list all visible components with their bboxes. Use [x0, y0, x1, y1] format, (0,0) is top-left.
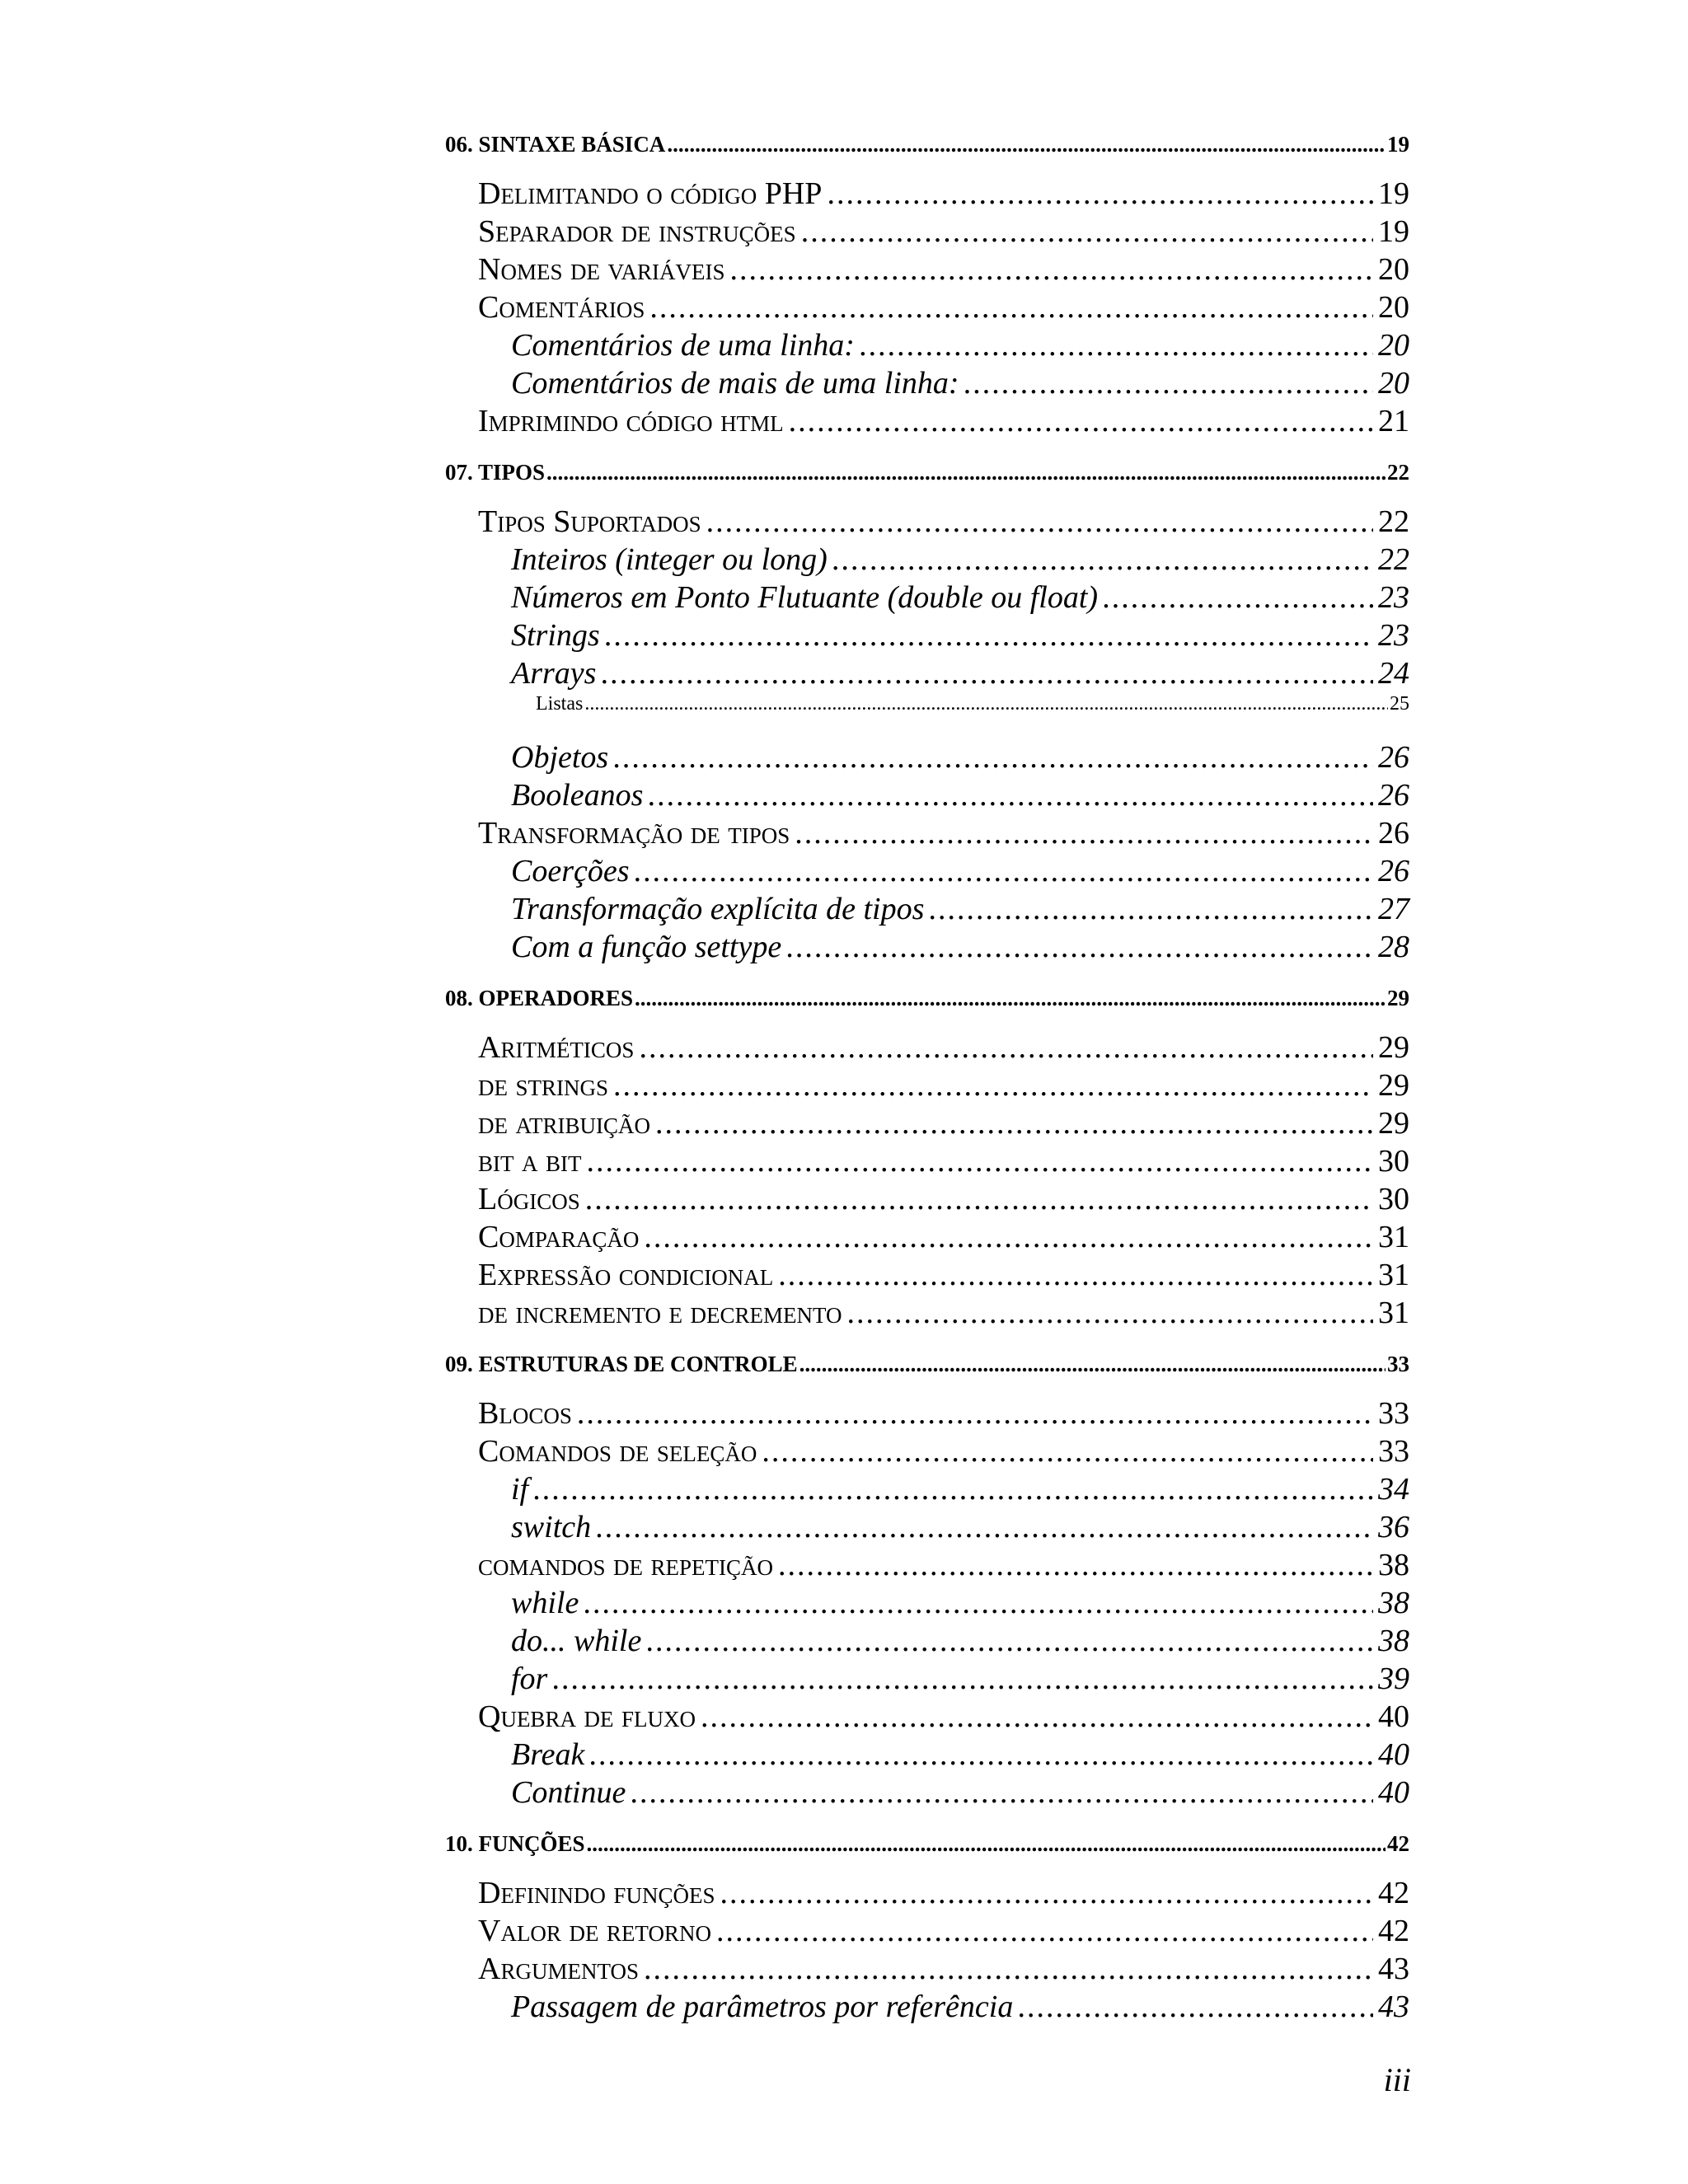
toc-entry-page: 25 — [1390, 693, 1409, 715]
toc-entry-title: 08. OPERADORES — [445, 986, 634, 1010]
toc-entry[interactable] — [445, 616, 1409, 654]
toc-entry-title: 09. ESTRUTURAS DE CONTROLE — [445, 1352, 798, 1376]
toc-entry-title: while — [511, 1586, 579, 1620]
toc-entry-page: 30 — [1378, 1182, 1409, 1216]
toc-entry-page: 29 — [1378, 1030, 1409, 1065]
dot-leader — [706, 503, 1373, 541]
dot-leader — [635, 852, 1373, 890]
toc-entry-title: Coerções — [511, 854, 630, 888]
toc-entry-page: 40 — [1378, 1775, 1409, 1810]
toc-entry[interactable] — [445, 1294, 1409, 1332]
toc-entry-page: 40 — [1378, 1699, 1409, 1734]
toc-entry-title: Inteiros (integer ou long) — [511, 542, 828, 577]
toc-entry[interactable] — [445, 402, 1409, 440]
toc-entry[interactable] — [445, 1622, 1409, 1660]
toc-entry-title: Tipos Suportados — [478, 504, 701, 539]
dot-leader — [635, 979, 1386, 1017]
toc-entry-page: 29 — [1387, 986, 1409, 1010]
dot-leader — [701, 1698, 1373, 1736]
toc-entry-page: 30 — [1378, 1144, 1409, 1179]
toc-entry-page: 33 — [1378, 1396, 1409, 1431]
dot-leader — [827, 175, 1373, 213]
toc-entry-page: 33 — [1387, 1352, 1409, 1376]
dot-leader — [1018, 1988, 1373, 2026]
dot-leader — [799, 1345, 1386, 1383]
dot-leader — [720, 1874, 1373, 1912]
toc-entry-title: Números em Ponto Flutuante (double ou float) — [511, 580, 1099, 615]
toc-entry-page: 20 — [1378, 252, 1409, 287]
toc-entry[interactable] — [445, 1029, 1409, 1066]
toc-entry-title: Booleanos — [511, 778, 644, 813]
toc-entry[interactable] — [445, 1874, 1409, 1912]
dot-leader — [716, 1912, 1373, 1950]
toc-entry[interactable] — [445, 738, 1409, 776]
dot-leader — [762, 1432, 1373, 1470]
toc-entry[interactable] — [445, 364, 1409, 402]
toc-entry-page: 43 — [1378, 1952, 1409, 1986]
toc-entry-page: 28 — [1378, 930, 1409, 964]
toc-entry[interactable] — [445, 1950, 1409, 1988]
toc-entry-page: 29 — [1378, 1068, 1409, 1103]
toc-entry-title: Imprimindo código html — [478, 404, 784, 438]
toc-entry-title: Transformação de tipos — [478, 816, 790, 851]
toc-entry[interactable] — [445, 541, 1409, 579]
dot-leader — [552, 1660, 1373, 1698]
toc-entry[interactable] — [445, 1698, 1409, 1736]
dot-leader — [649, 288, 1373, 326]
toc-entry-title: Objetos — [511, 740, 609, 775]
toc-entry-title: Nomes de variáveis — [478, 252, 725, 287]
toc-entry-title: comandos de repetição — [478, 1548, 774, 1582]
toc-entry-title: 10. FUNÇÕES — [445, 1831, 585, 1856]
toc-entry[interactable] — [445, 1546, 1409, 1584]
toc-entry[interactable] — [445, 776, 1409, 814]
toc-entry-title: Passagem de parâmetros por referência — [511, 1990, 1014, 2024]
toc-entry-page: 26 — [1378, 740, 1409, 775]
toc-entry-page: 42 — [1378, 1876, 1409, 1910]
dot-leader — [667, 125, 1386, 163]
dot-leader — [639, 1029, 1373, 1066]
toc-entry[interactable] — [445, 1470, 1409, 1508]
dot-leader — [646, 1622, 1373, 1660]
toc-entry[interactable] — [445, 1736, 1409, 1774]
dot-leader — [729, 251, 1373, 288]
toc-entry-title: do... while — [511, 1624, 642, 1658]
toc-entry-title: Arrays — [511, 656, 597, 691]
toc-entry-page: 42 — [1387, 1831, 1409, 1856]
toc-entry-title: Continue — [511, 1775, 626, 1810]
toc-entry-page: 23 — [1378, 580, 1409, 615]
toc-entry-title: Comandos de seleção — [478, 1434, 757, 1469]
toc-chapter-entry[interactable] — [445, 125, 1409, 163]
toc-entry[interactable] — [445, 692, 1409, 715]
toc-entry[interactable] — [445, 288, 1409, 326]
toc-entry-title: Break — [511, 1737, 585, 1772]
dot-leader — [586, 1142, 1373, 1180]
toc-entry-page: 19 — [1387, 132, 1409, 157]
toc-entry-page: 33 — [1378, 1434, 1409, 1469]
toc-entry-page: 38 — [1378, 1624, 1409, 1658]
table-of-contents — [445, 125, 1409, 2026]
toc-entry-title: Lógicos — [478, 1182, 580, 1216]
toc-entry-page: 20 — [1378, 366, 1409, 401]
toc-entry-title: 06. SINTAXE BÁSICA — [445, 132, 666, 157]
toc-chapter-entry[interactable] — [445, 979, 1409, 1017]
toc-entry-title: Comparação — [478, 1220, 640, 1254]
dot-leader — [847, 1294, 1374, 1332]
toc-entry[interactable] — [445, 654, 1409, 692]
toc-entry[interactable] — [445, 579, 1409, 616]
toc-entry[interactable] — [445, 1180, 1409, 1218]
toc-entry[interactable] — [445, 1660, 1409, 1698]
dot-leader — [964, 364, 1373, 402]
dot-leader — [631, 1774, 1373, 1811]
toc-entry-title: 07. TIPOS — [445, 460, 546, 485]
toc-entry[interactable] — [445, 326, 1409, 364]
toc-entry[interactable] — [445, 890, 1409, 928]
toc-entry-page: 38 — [1378, 1548, 1409, 1582]
toc-entry-page: 19 — [1378, 176, 1409, 211]
toc-entry[interactable] — [445, 213, 1409, 251]
toc-entry-title: Separador de instruções — [478, 214, 796, 249]
toc-entry-page: 38 — [1378, 1586, 1409, 1620]
toc-entry-page: 26 — [1378, 778, 1409, 813]
toc-entry-title: Definindo funções — [478, 1876, 715, 1910]
toc-entry-title: Comentários de mais de uma linha: — [511, 366, 959, 401]
dot-leader — [546, 453, 1386, 491]
toc-entry[interactable] — [445, 1218, 1409, 1256]
toc-chapter-entry[interactable] — [445, 1825, 1409, 1863]
dot-leader — [795, 814, 1373, 852]
dot-leader — [778, 1546, 1373, 1584]
dot-leader — [786, 928, 1373, 966]
toc-entry-page: 40 — [1378, 1737, 1409, 1772]
toc-entry-title: de incremento e decremento — [478, 1296, 842, 1330]
toc-entry[interactable] — [445, 175, 1409, 213]
toc-entry[interactable] — [445, 1584, 1409, 1622]
toc-entry-title: if — [511, 1472, 529, 1507]
toc-entry-title: Comentários — [478, 290, 645, 325]
dot-leader — [613, 1066, 1373, 1104]
toc-entry-title: switch — [511, 1510, 592, 1544]
toc-entry-title: Argumentos — [478, 1952, 639, 1986]
toc-entry-title: Valor de retorno — [478, 1914, 711, 1948]
dot-leader — [605, 616, 1373, 654]
dot-leader — [832, 541, 1373, 579]
dot-leader — [587, 1825, 1386, 1863]
toc-entry-title: Strings — [511, 618, 600, 653]
dot-leader — [929, 890, 1373, 928]
dot-leader — [648, 776, 1373, 814]
dot-leader — [585, 1180, 1373, 1218]
toc-entry-page: 43 — [1378, 1990, 1409, 2024]
dot-leader — [655, 1104, 1373, 1142]
dot-leader — [644, 1218, 1373, 1256]
toc-entry-page: 26 — [1378, 816, 1409, 851]
toc-entry[interactable] — [445, 1432, 1409, 1470]
toc-entry-title: Quebra de fluxo — [478, 1699, 696, 1734]
toc-entry-page: 24 — [1378, 656, 1409, 691]
toc-entry-page: 31 — [1378, 1296, 1409, 1330]
toc-entry-page: 19 — [1378, 214, 1409, 249]
toc-entry[interactable] — [445, 1774, 1409, 1811]
toc-entry[interactable] — [445, 928, 1409, 966]
toc-entry-title: Comentários de uma linha: — [511, 328, 855, 363]
toc-entry-page: 22 — [1378, 504, 1409, 539]
toc-entry[interactable] — [445, 1508, 1409, 1546]
toc-entry-page: 31 — [1378, 1258, 1409, 1292]
toc-entry-title: Transformação explícita de tipos — [511, 892, 925, 926]
dot-leader — [533, 1470, 1373, 1508]
toc-entry[interactable] — [445, 1142, 1409, 1180]
toc-entry-page: 39 — [1378, 1661, 1409, 1696]
toc-entry-page: 22 — [1387, 460, 1409, 485]
toc-entry[interactable] — [445, 251, 1409, 288]
toc-entry-title: for — [511, 1661, 548, 1696]
toc-entry-page: 26 — [1378, 854, 1409, 888]
toc-entry[interactable] — [445, 1988, 1409, 2026]
toc-entry-page: 31 — [1378, 1220, 1409, 1254]
toc-entry-title: Com a função settype — [511, 930, 782, 964]
toc-entry[interactable] — [445, 1066, 1409, 1104]
toc-entry-page: 20 — [1378, 328, 1409, 363]
toc-entry-title: Blocos — [478, 1396, 572, 1431]
dot-leader — [778, 1256, 1373, 1294]
toc-entry-title: Listas — [536, 693, 584, 715]
toc-entry-title: de strings — [478, 1068, 609, 1103]
dot-leader — [789, 402, 1373, 440]
dot-leader — [596, 1508, 1373, 1546]
toc-chapter-entry[interactable] — [445, 1345, 1409, 1383]
toc-entry-page: 42 — [1378, 1914, 1409, 1948]
toc-entry-page: 21 — [1378, 404, 1409, 438]
toc-entry-title: bit a bit — [478, 1144, 582, 1179]
toc-entry-title: Expressão condicional — [478, 1258, 774, 1292]
toc-entry[interactable] — [445, 1912, 1409, 1950]
toc-entry-page: 20 — [1378, 290, 1409, 325]
toc-chapter-entry[interactable] — [445, 453, 1409, 491]
dot-leader — [1103, 579, 1373, 616]
toc-entry[interactable] — [445, 1394, 1409, 1432]
toc-entry-page: 22 — [1378, 542, 1409, 577]
toc-entry-page: 36 — [1378, 1510, 1409, 1544]
dot-leader — [584, 692, 1388, 715]
dot-leader — [801, 213, 1373, 251]
dot-leader — [860, 326, 1373, 364]
dot-leader — [584, 1584, 1373, 1622]
toc-entry[interactable] — [445, 814, 1409, 852]
toc-entry-title: de atribuição — [478, 1106, 650, 1141]
toc-entry[interactable] — [445, 1104, 1409, 1142]
toc-entry-title: Delimitando o código PHP — [478, 176, 823, 211]
dot-leader — [601, 654, 1373, 692]
page-number: iii — [1383, 2061, 1411, 2098]
dot-leader — [644, 1950, 1373, 1988]
dot-leader — [589, 1736, 1373, 1774]
dot-leader — [577, 1394, 1373, 1432]
toc-entry-page: 34 — [1378, 1472, 1409, 1507]
toc-entry-page: 23 — [1378, 618, 1409, 653]
dot-leader — [613, 738, 1373, 776]
toc-entry[interactable] — [445, 503, 1409, 541]
toc-entry-page: 29 — [1378, 1106, 1409, 1141]
toc-entry-page: 27 — [1378, 892, 1409, 926]
toc-entry-title: Aritméticos — [478, 1030, 635, 1065]
toc-entry[interactable] — [445, 852, 1409, 890]
toc-entry[interactable] — [445, 1256, 1409, 1294]
